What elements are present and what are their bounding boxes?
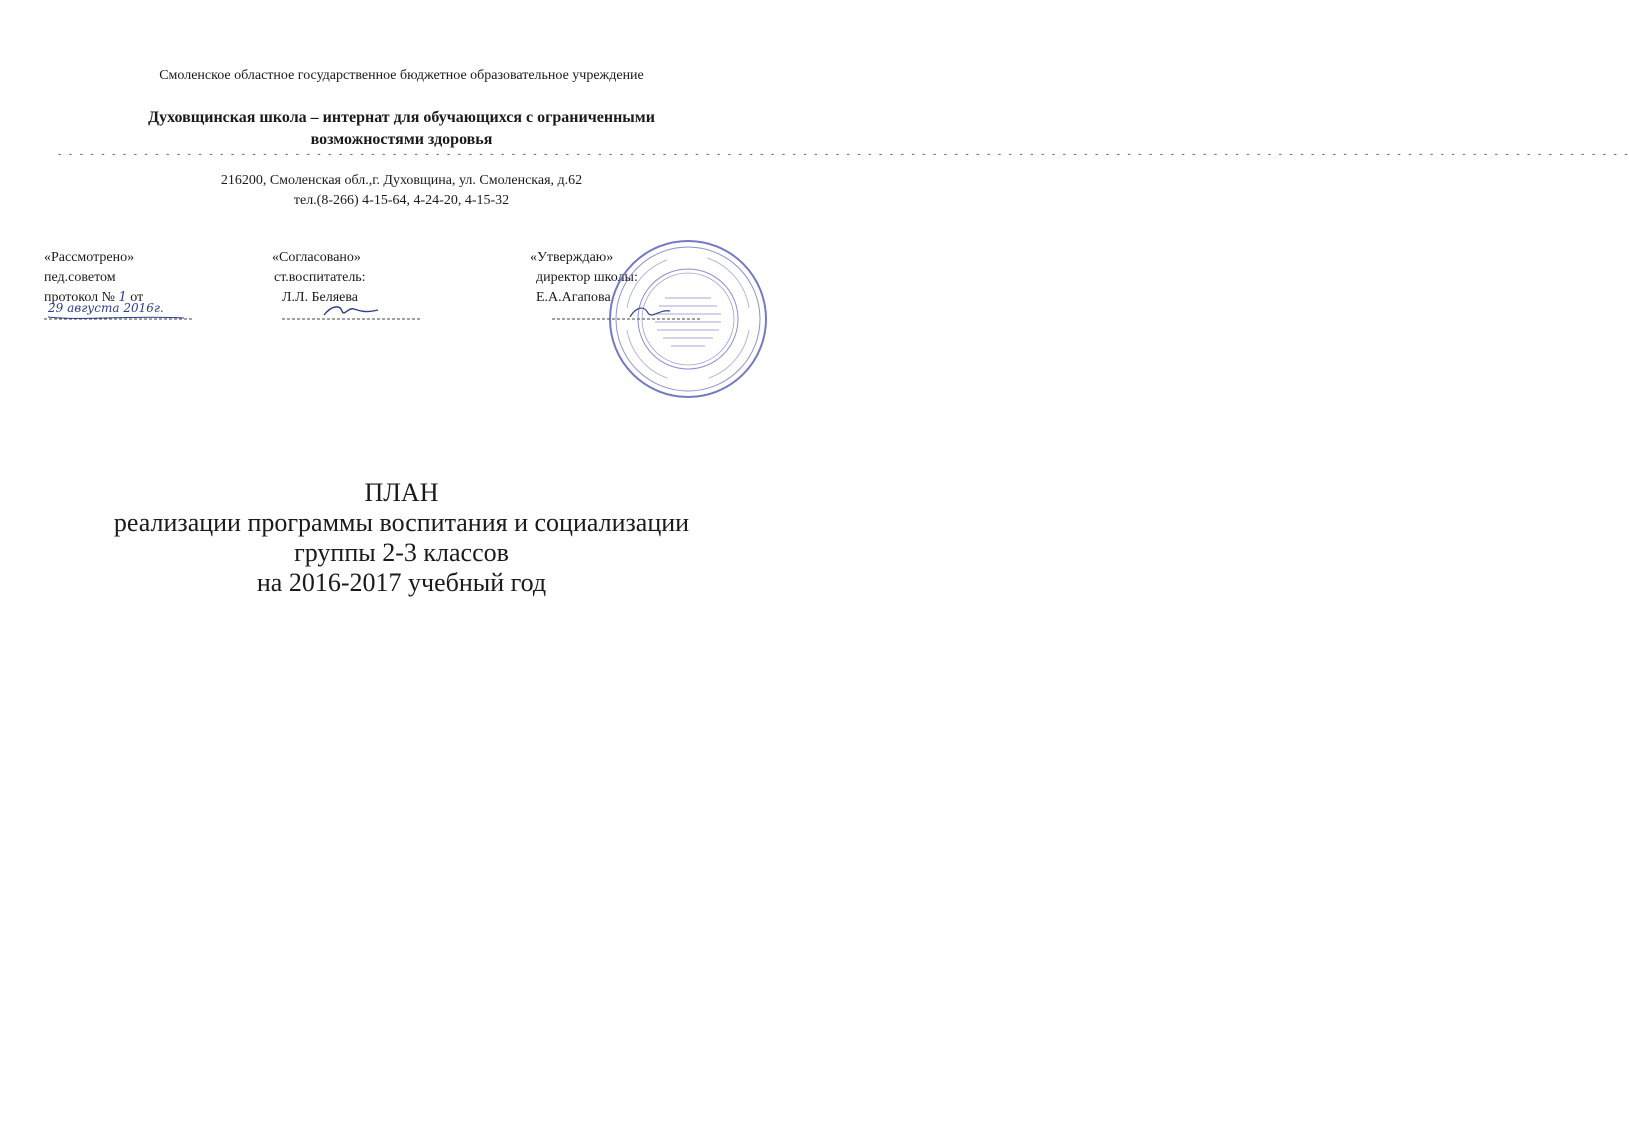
address-line: 216200, Смоленская обл.,г. Духовщина, ул. Смоленская, д.62: [220, 173, 583, 188]
protocol-prefix: протокол №: [44, 290, 115, 305]
plan-year: на 2016-2017 учебный год: [256, 568, 547, 597]
agreed-name: Л.Л. Беляева: [282, 290, 359, 305]
address-block: [0, 171, 803, 211]
approved-name: Е.А.Агапова: [536, 290, 611, 305]
reviewed-status: «Рассмотрено»: [44, 250, 135, 265]
signature-agreed: [282, 301, 422, 323]
separator-dashes: - - - - - - - - - - - - - - - - - - - - - - - - - - - - - - - - - - - - - - - - - - - - - - - - - - - - - - - - - - - - - - - - - - - - - - - - - - - - - - - - - - - - - - - - - - - - - - - - - - - - - - - - - - - - - - - - - - - - - - - - - - - - - - - - - - - - - - - - - - - - - - - - - -: [57, 150, 1629, 160]
plan-heading: ПЛАН: [364, 478, 439, 507]
signature-scribble: [282, 301, 422, 323]
protocol-suffix: от: [126, 290, 144, 305]
school-name: [0, 107, 803, 151]
handwritten-date: [44, 301, 194, 323]
plan-group: группы 2-3 классов: [294, 538, 509, 567]
reviewed-body: пед.советом: [44, 270, 116, 285]
official-stamp-icon: [607, 238, 769, 400]
date-underline: [44, 301, 194, 323]
approval-agreed: [272, 248, 366, 308]
protocol-number: 1: [118, 290, 127, 305]
approval-reviewed: [44, 248, 143, 308]
plan-subject: реализации программы воспитания и социализации: [113, 508, 690, 537]
agreed-role: ст.воспитатель:: [274, 270, 366, 285]
school-name-line-2: возможностями здоровья: [310, 131, 493, 148]
approved-role: директор школы:: [536, 270, 638, 285]
organization-line: Смоленское областное государственное бюджетное образовательное учреждение: [159, 68, 644, 83]
date-handwritten: 29 августа 2016г.: [48, 301, 164, 315]
school-name-line-1: Духовщинская школа – интернат для обучающихся с ограниченными: [148, 109, 655, 126]
phone-line: тел.(8-266) 4-15-64, 4-24-20, 4-15-32: [293, 193, 510, 208]
agreed-status: «Согласовано»: [272, 250, 361, 265]
approved-status: «Утверждаю»: [530, 250, 614, 265]
plan-title: [0, 478, 803, 598]
